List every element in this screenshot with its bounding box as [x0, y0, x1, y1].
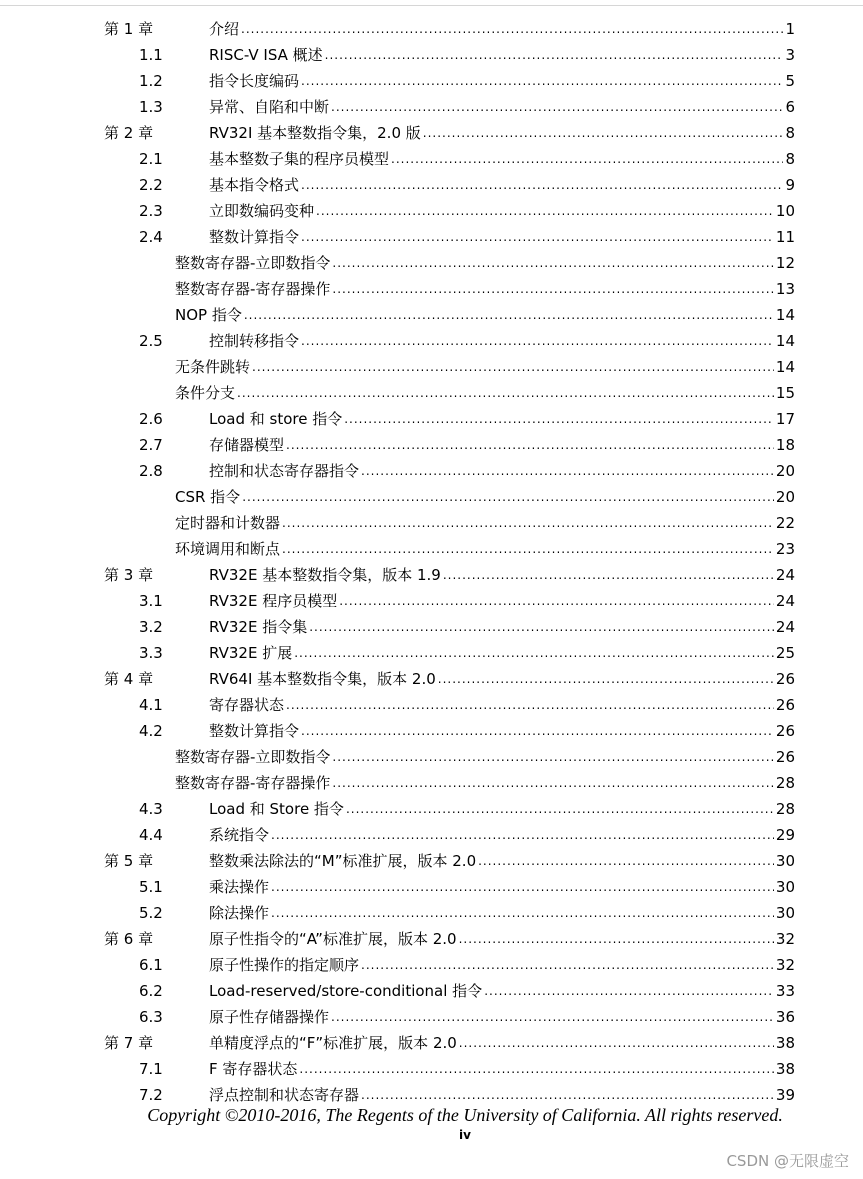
table-of-contents — [0, 16, 863, 1108]
toc-entry-title: 基本指令格式 — [209, 176, 300, 194]
dot-leader — [459, 926, 774, 952]
toc-entry-number: 5.1 — [139, 878, 163, 896]
toc-entry-title: NOP 指令 — [175, 306, 242, 324]
toc-entry-title: 立即数编码变种 — [209, 202, 315, 220]
toc-entry-number: 第 1 章 — [104, 20, 154, 38]
toc-entry-page: 10 — [775, 202, 795, 220]
toc-entry-body — [209, 432, 795, 459]
toc-entry-number: 3.1 — [139, 592, 163, 610]
toc-entry[interactable] — [0, 822, 863, 848]
toc-entry-number: 4.2 — [139, 722, 163, 740]
toc-entry-title: Load 和 store 指令 — [209, 410, 343, 428]
toc-entry-title: RV32E 基本整数指令集，版本 1.9 — [209, 566, 441, 584]
toc-entry[interactable] — [0, 354, 863, 380]
toc-entry-title: RV32I 基本整数指令集，2.0 版 — [209, 124, 421, 142]
toc-entry-body — [209, 900, 795, 927]
toc-entry-title: 整数寄存器-立即数指令 — [175, 254, 331, 272]
toc-entry-title: 单精度浮点的“F”标准扩展，版本 2.0 — [209, 1034, 457, 1052]
toc-entry[interactable] — [0, 770, 863, 796]
toc-entry-page: 12 — [775, 254, 795, 272]
toc-entry-page: 8 — [785, 150, 795, 168]
toc-entry-title: 系统指令 — [209, 826, 270, 844]
toc-entry-title: 寄存器状态 — [209, 696, 285, 714]
toc-entry-number: 2.4 — [139, 228, 163, 246]
toc-entry-page: 26 — [775, 722, 795, 740]
toc-entry-body — [209, 120, 795, 147]
csdn-watermark: CSDN @无限虚空 — [726, 1152, 849, 1170]
dot-leader — [361, 458, 774, 484]
dot-leader — [301, 718, 774, 744]
dot-leader — [478, 848, 774, 874]
toc-entry[interactable] — [0, 224, 863, 250]
toc-entry-body — [209, 614, 795, 641]
dot-leader — [361, 952, 774, 978]
toc-entry-body — [209, 328, 795, 355]
toc-entry-page: 17 — [775, 410, 795, 428]
toc-entry-body — [209, 68, 795, 95]
toc-entry-page: 6 — [785, 98, 795, 116]
toc-entry-body — [175, 510, 795, 537]
toc-entry-title: 控制和状态寄存器指令 — [209, 462, 360, 480]
dot-leader — [271, 874, 774, 900]
toc-entry[interactable] — [0, 588, 863, 614]
toc-entry-body — [209, 94, 795, 121]
toc-entry[interactable] — [0, 952, 863, 978]
toc-entry-title: 条件分支 — [175, 384, 236, 402]
dot-leader — [332, 744, 773, 770]
toc-entry[interactable] — [0, 198, 863, 224]
toc-entry[interactable] — [0, 640, 863, 666]
toc-entry[interactable] — [0, 380, 863, 406]
toc-entry-page: 8 — [785, 124, 795, 142]
page-top-divider — [0, 5, 863, 6]
toc-entry-body — [209, 1030, 795, 1057]
toc-entry-body — [209, 198, 795, 225]
toc-entry-title: CSR 指令 — [175, 488, 241, 506]
toc-entry-body — [209, 16, 795, 43]
toc-entry-number: 第 4 章 — [104, 670, 154, 688]
dot-leader — [299, 1056, 774, 1082]
toc-entry-page: 14 — [775, 332, 795, 350]
toc-entry-page: 29 — [775, 826, 795, 844]
dot-leader — [301, 68, 783, 94]
toc-entry-number: 6.3 — [139, 1008, 163, 1026]
toc-entry-body — [209, 952, 795, 979]
dot-leader — [301, 224, 774, 250]
toc-entry-page: 18 — [775, 436, 795, 454]
toc-entry-title: 介绍 — [209, 20, 240, 38]
toc-entry-page: 28 — [775, 774, 795, 792]
toc-entry-page: 33 — [775, 982, 795, 1000]
toc-entry-number: 3.3 — [139, 644, 163, 662]
toc-entry-page: 30 — [775, 904, 795, 922]
dot-leader — [423, 120, 784, 146]
toc-entry-title: 异常、自陷和中断 — [209, 98, 330, 116]
toc-entry-title: 整数寄存器-寄存器操作 — [175, 774, 331, 792]
toc-entry-page: 24 — [775, 618, 795, 636]
toc-entry-body — [209, 1004, 795, 1031]
toc-entry[interactable] — [0, 510, 863, 536]
toc-entry[interactable] — [0, 666, 863, 692]
toc-entry-number: 7.2 — [139, 1086, 163, 1104]
toc-entry-number: 2.3 — [139, 202, 163, 220]
dot-leader — [282, 510, 774, 536]
toc-entry[interactable] — [0, 978, 863, 1004]
toc-entry-number: 第 5 章 — [104, 852, 154, 870]
toc-entry[interactable] — [0, 328, 863, 354]
page-number: iv — [459, 1128, 471, 1142]
toc-entry[interactable] — [0, 484, 863, 510]
toc-entry-number: 3.2 — [139, 618, 163, 636]
toc-entry-number: 5.2 — [139, 904, 163, 922]
toc-entry-title: 基本整数子集的程序员模型 — [209, 150, 390, 168]
toc-entry-number: 4.3 — [139, 800, 163, 818]
dot-leader — [331, 94, 783, 120]
toc-entry-body — [175, 302, 795, 329]
dot-leader — [294, 640, 774, 666]
toc-entry[interactable] — [0, 900, 863, 926]
toc-entry-body — [175, 770, 795, 797]
toc-entry-body — [209, 172, 795, 199]
toc-entry-body — [209, 1056, 795, 1083]
toc-entry-title: 控制转移指令 — [209, 332, 300, 350]
toc-entry-number: 第 2 章 — [104, 124, 154, 142]
toc-entry-title: 整数乘法除法的“M”标准扩展，版本 2.0 — [209, 852, 477, 870]
toc-entry-body — [175, 536, 795, 563]
toc-entry-page: 13 — [775, 280, 795, 298]
toc-entry-page: 32 — [775, 930, 795, 948]
toc-entry[interactable] — [0, 848, 863, 874]
toc-entry-title: 定时器和计数器 — [175, 514, 281, 532]
toc-entry-page: 38 — [775, 1034, 795, 1052]
toc-entry-body — [175, 354, 795, 381]
toc-entry-number: 6.1 — [139, 956, 163, 974]
toc-entry-title: Load 和 Store 指令 — [209, 800, 344, 818]
toc-entry-number: 6.2 — [139, 982, 163, 1000]
toc-entry-body — [175, 484, 795, 511]
toc-entry-number: 1.3 — [139, 98, 163, 116]
toc-entry-page: 5 — [785, 72, 795, 90]
dot-leader — [443, 562, 774, 588]
toc-entry-page: 14 — [775, 358, 795, 376]
toc-entry-body — [209, 224, 795, 251]
toc-entry-page: 11 — [775, 228, 795, 246]
dot-leader — [282, 536, 774, 562]
toc-entry-body — [209, 146, 795, 173]
toc-entry-title: RISC-V ISA 概述 — [209, 46, 323, 64]
toc-entry-page: 26 — [775, 670, 795, 688]
dot-leader — [271, 900, 774, 926]
dot-leader — [241, 16, 783, 42]
toc-entry-title: RV64I 基本整数指令集，版本 2.0 — [209, 670, 436, 688]
toc-entry-title: RV32E 指令集 — [209, 618, 308, 636]
toc-entry-page: 39 — [775, 1086, 795, 1104]
toc-entry-number: 第 6 章 — [104, 930, 154, 948]
toc-entry-title: 原子性操作的指定顺序 — [209, 956, 360, 974]
toc-entry-title: 整数寄存器-寄存器操作 — [175, 280, 331, 298]
toc-entry[interactable] — [0, 94, 863, 120]
dot-leader — [286, 432, 774, 458]
toc-entry[interactable] — [0, 744, 863, 770]
toc-entry[interactable] — [0, 406, 863, 432]
dot-leader — [325, 42, 784, 68]
toc-entry-number: 第 7 章 — [104, 1034, 154, 1052]
toc-entry-body — [209, 406, 795, 433]
toc-entry-page: 22 — [775, 514, 795, 532]
toc-entry-title: 整数计算指令 — [209, 722, 300, 740]
toc-entry-number: 4.1 — [139, 696, 163, 714]
toc-entry-page: 36 — [775, 1008, 795, 1026]
toc-entry-page: 24 — [775, 592, 795, 610]
dot-leader — [344, 406, 774, 432]
toc-entry-page: 28 — [775, 800, 795, 818]
toc-entry-body — [209, 588, 795, 615]
toc-entry-page: 14 — [775, 306, 795, 324]
dot-leader — [332, 250, 773, 276]
dot-leader — [242, 484, 774, 510]
toc-entry-title: Load-reserved/store-conditional 指令 — [209, 982, 483, 1000]
toc-entry-title: 无条件跳转 — [175, 358, 251, 376]
toc-entry-page: 32 — [775, 956, 795, 974]
toc-entry-number: 1.2 — [139, 72, 163, 90]
dot-leader — [332, 276, 773, 302]
dot-leader — [252, 354, 774, 380]
toc-entry-page: 23 — [775, 540, 795, 558]
dot-leader — [316, 198, 774, 224]
toc-entry-body — [209, 562, 795, 589]
toc-entry-body — [209, 822, 795, 849]
toc-entry-title: 乘法操作 — [209, 878, 270, 896]
toc-entry-page: 20 — [775, 488, 795, 506]
toc-entry-number: 2.5 — [139, 332, 163, 350]
toc-entry[interactable] — [0, 120, 863, 146]
toc-entry-title: 除法操作 — [209, 904, 270, 922]
toc-entry-number: 2.6 — [139, 410, 163, 428]
toc-entry-title: 存储器模型 — [209, 436, 285, 454]
toc-entry-number: 2.8 — [139, 462, 163, 480]
toc-entry-page: 20 — [775, 462, 795, 480]
dot-leader — [391, 146, 783, 172]
toc-entry-number: 1.1 — [139, 46, 163, 64]
toc-entry-page: 38 — [775, 1060, 795, 1078]
toc-entry-page: 15 — [775, 384, 795, 402]
toc-entry-title: 原子性指令的“A”标准扩展，版本 2.0 — [209, 930, 457, 948]
toc-entry-page: 24 — [775, 566, 795, 584]
toc-entry[interactable] — [0, 42, 863, 68]
toc-entry-body — [209, 926, 795, 953]
toc-entry-body — [175, 380, 795, 407]
toc-entry-body — [209, 640, 795, 667]
toc-entry-number: 2.2 — [139, 176, 163, 194]
toc-entry-title: F 寄存器状态 — [209, 1060, 298, 1078]
copyright-notice: Copyright ©2010-2016, The Regents of the University of California. All rights reserved. — [147, 1105, 783, 1125]
toc-entry[interactable] — [0, 562, 863, 588]
toc-entry[interactable] — [0, 536, 863, 562]
toc-entry-body — [175, 744, 795, 771]
dot-leader — [309, 614, 774, 640]
toc-entry-body — [209, 796, 795, 823]
toc-entry-title: 原子性存储器操作 — [209, 1008, 330, 1026]
toc-entry-body — [209, 692, 795, 719]
dot-leader — [301, 172, 783, 198]
toc-entry-body — [209, 978, 795, 1005]
toc-entry-page: 30 — [775, 852, 795, 870]
toc-entry[interactable] — [0, 874, 863, 900]
toc-entry-number: 7.1 — [139, 1060, 163, 1078]
toc-entry-page: 30 — [775, 878, 795, 896]
toc-entry-title: RV32E 程序员模型 — [209, 592, 338, 610]
dot-leader — [346, 796, 774, 822]
toc-entry[interactable] — [0, 796, 863, 822]
dot-leader — [339, 588, 774, 614]
toc-entry[interactable] — [0, 1056, 863, 1082]
toc-entry[interactable] — [0, 718, 863, 744]
toc-entry[interactable] — [0, 276, 863, 302]
toc-entry-title: 指令长度编码 — [209, 72, 300, 90]
dot-leader — [332, 770, 773, 796]
dot-leader — [237, 380, 774, 406]
toc-entry-page: 26 — [775, 748, 795, 766]
toc-entry-body — [209, 666, 795, 693]
toc-entry-title: 整数计算指令 — [209, 228, 300, 246]
toc-entry[interactable] — [0, 1030, 863, 1056]
dot-leader — [271, 822, 774, 848]
toc-entry-title: 整数寄存器-立即数指令 — [175, 748, 331, 766]
toc-entry-body — [209, 458, 795, 485]
toc-entry[interactable] — [0, 68, 863, 94]
dot-leader — [286, 692, 774, 718]
toc-entry[interactable] — [0, 926, 863, 952]
toc-entry-body — [175, 250, 795, 277]
dot-leader — [484, 978, 774, 1004]
toc-entry-title: RV32E 扩展 — [209, 644, 293, 662]
toc-entry-body — [175, 276, 795, 303]
toc-entry[interactable] — [0, 692, 863, 718]
toc-entry-body — [209, 718, 795, 745]
toc-entry-body — [209, 848, 795, 875]
toc-entry-number: 2.1 — [139, 150, 163, 168]
toc-entry-page: 3 — [785, 46, 795, 64]
toc-entry-number: 2.7 — [139, 436, 163, 454]
toc-entry-title: 浮点控制和状态寄存器 — [209, 1086, 360, 1104]
toc-entry[interactable] — [0, 458, 863, 484]
toc-entry-number: 第 3 章 — [104, 566, 154, 584]
toc-entry[interactable] — [0, 250, 863, 276]
dot-leader — [459, 1030, 774, 1056]
toc-entry[interactable] — [0, 302, 863, 328]
toc-entry-body — [209, 874, 795, 901]
toc-entry[interactable] — [0, 172, 863, 198]
toc-entry-page: 1 — [785, 20, 795, 38]
toc-entry[interactable] — [0, 146, 863, 172]
toc-entry-page: 26 — [775, 696, 795, 714]
toc-entry[interactable] — [0, 432, 863, 458]
toc-entry-page: 9 — [785, 176, 795, 194]
toc-entry-title: 环境调用和断点 — [175, 540, 281, 558]
dot-leader — [438, 666, 774, 692]
dot-leader — [331, 1004, 774, 1030]
toc-entry-body — [209, 42, 795, 69]
toc-entry[interactable] — [0, 614, 863, 640]
dot-leader — [301, 328, 774, 354]
toc-entry-number: 4.4 — [139, 826, 163, 844]
toc-entry[interactable] — [0, 16, 863, 42]
toc-entry[interactable] — [0, 1004, 863, 1030]
toc-entry-page: 25 — [775, 644, 795, 662]
dot-leader — [244, 302, 774, 328]
